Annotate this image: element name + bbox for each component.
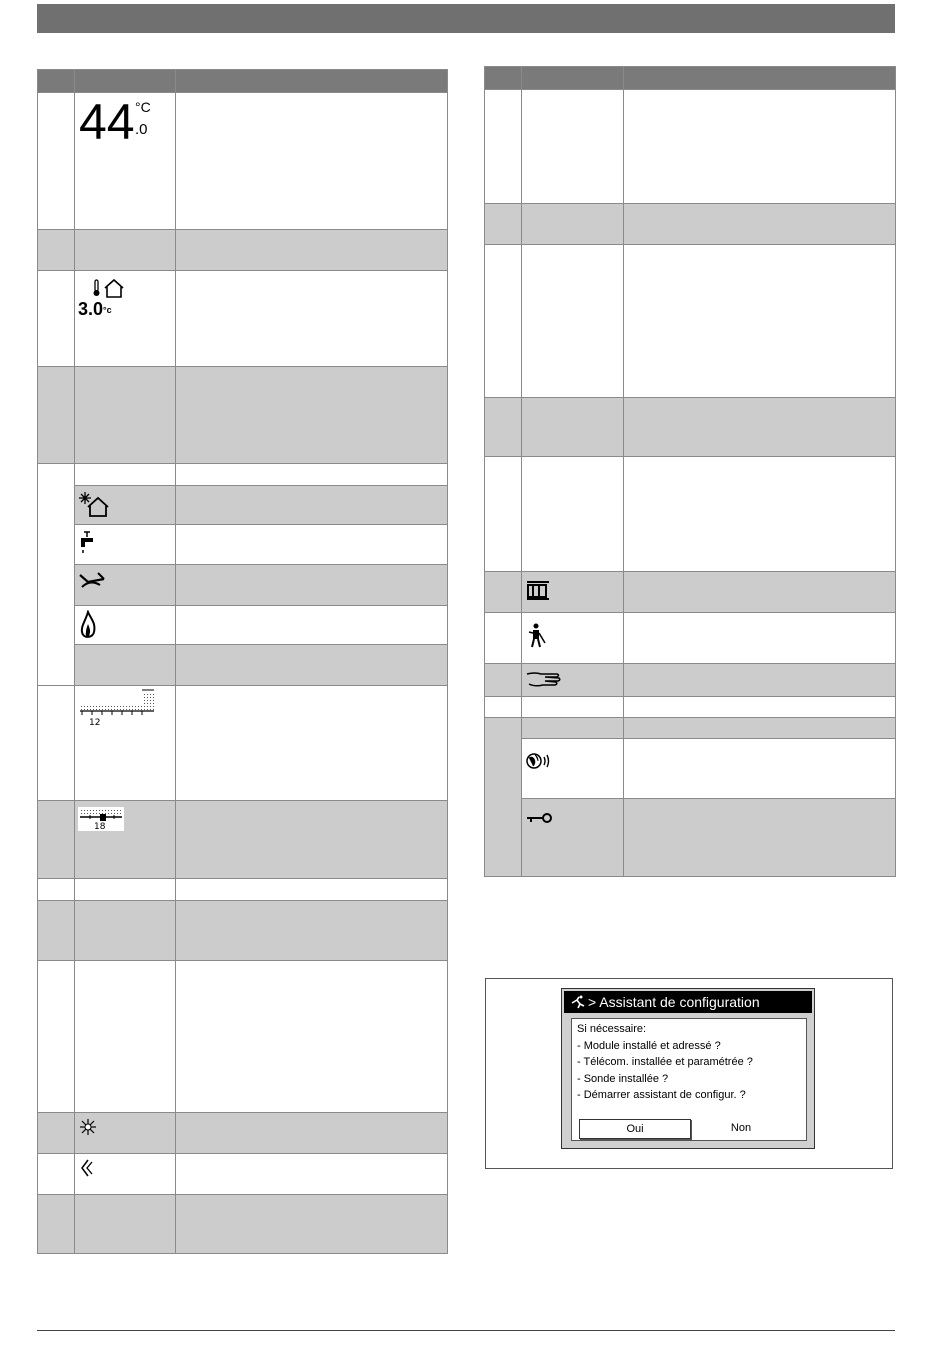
setpoint-slider bbox=[78, 807, 126, 833]
table-row bbox=[38, 961, 448, 1113]
table-row bbox=[485, 457, 896, 572]
setpoint-label: 18 bbox=[94, 822, 106, 832]
table-row bbox=[485, 398, 896, 457]
solar-house-icon bbox=[78, 490, 114, 518]
header-bar bbox=[37, 4, 895, 33]
no-communication-icon bbox=[525, 579, 553, 603]
config-assistant-screen bbox=[561, 988, 815, 1149]
table-row bbox=[485, 697, 896, 718]
dialog-title: > Assistant de configuration bbox=[588, 994, 760, 1010]
chimney-sweep-icon bbox=[525, 621, 549, 649]
table-row bbox=[485, 572, 896, 613]
table-row bbox=[38, 645, 448, 686]
table-row bbox=[38, 879, 448, 901]
yes-button[interactable]: Oui bbox=[579, 1119, 691, 1139]
temperature-decimal: .0 bbox=[135, 121, 148, 138]
display-elements-table-left bbox=[37, 69, 448, 1254]
flame-icon bbox=[78, 610, 98, 642]
table-row bbox=[38, 565, 448, 606]
temperature-display bbox=[79, 94, 151, 150]
table-row bbox=[38, 1113, 448, 1154]
dialog-title-bar bbox=[564, 991, 812, 1013]
table-row bbox=[485, 204, 896, 245]
temperature-unit: °C bbox=[135, 99, 151, 115]
config-assistant-icon bbox=[570, 991, 588, 1013]
table-row bbox=[38, 606, 448, 645]
no-button[interactable]: Non bbox=[730, 1122, 752, 1134]
table-row bbox=[485, 90, 896, 204]
table-row bbox=[485, 245, 896, 398]
table-header bbox=[38, 70, 448, 93]
back-icon bbox=[78, 1158, 96, 1178]
table-row bbox=[485, 664, 896, 697]
table-row bbox=[38, 367, 448, 464]
table-row bbox=[38, 486, 448, 525]
table-row bbox=[38, 230, 448, 271]
sun-icon bbox=[78, 1117, 98, 1137]
table-row bbox=[485, 613, 896, 664]
table-row bbox=[38, 1195, 448, 1254]
footer-rule bbox=[37, 1330, 895, 1331]
hand-manual-icon bbox=[525, 668, 565, 690]
temperature-integer: 44 bbox=[79, 94, 135, 150]
dialog-line: - Module installé et adressé ? bbox=[577, 1039, 721, 1052]
bar-scale-label: 12 bbox=[89, 718, 101, 728]
outdoor-temp-house-icon bbox=[85, 276, 135, 300]
outdoor-temperature bbox=[78, 300, 175, 318]
table-header bbox=[485, 67, 896, 90]
temperature-bar-graph bbox=[78, 688, 158, 732]
table-row bbox=[485, 718, 896, 739]
table-row bbox=[485, 799, 896, 877]
table-row bbox=[38, 901, 448, 961]
dialog-line: - Sonde installée ? bbox=[577, 1072, 669, 1085]
pump-icon bbox=[78, 569, 108, 593]
hot-water-tap-icon bbox=[78, 529, 102, 555]
outdoor-temperature-value: 3.0 bbox=[78, 299, 104, 319]
table-row bbox=[38, 525, 448, 565]
table-row bbox=[38, 801, 448, 879]
internet-signal-icon bbox=[525, 751, 555, 771]
dialog-line: - Démarrer assistant de configur. ? bbox=[577, 1089, 746, 1101]
key-lock-icon bbox=[525, 811, 555, 825]
table-row bbox=[38, 271, 448, 367]
dialog-line: - Télécom. installée et paramétrée ? bbox=[577, 1056, 753, 1068]
table-row bbox=[38, 1154, 448, 1195]
display-elements-table-right bbox=[484, 66, 896, 877]
outdoor-temperature-unit: °c bbox=[103, 305, 112, 315]
table-row bbox=[38, 93, 448, 230]
dialog-body bbox=[571, 1018, 807, 1141]
dialog-line: Si nécessaire: bbox=[577, 1023, 647, 1035]
table-row bbox=[38, 464, 448, 486]
table-row bbox=[38, 686, 448, 801]
table-row bbox=[485, 739, 896, 799]
